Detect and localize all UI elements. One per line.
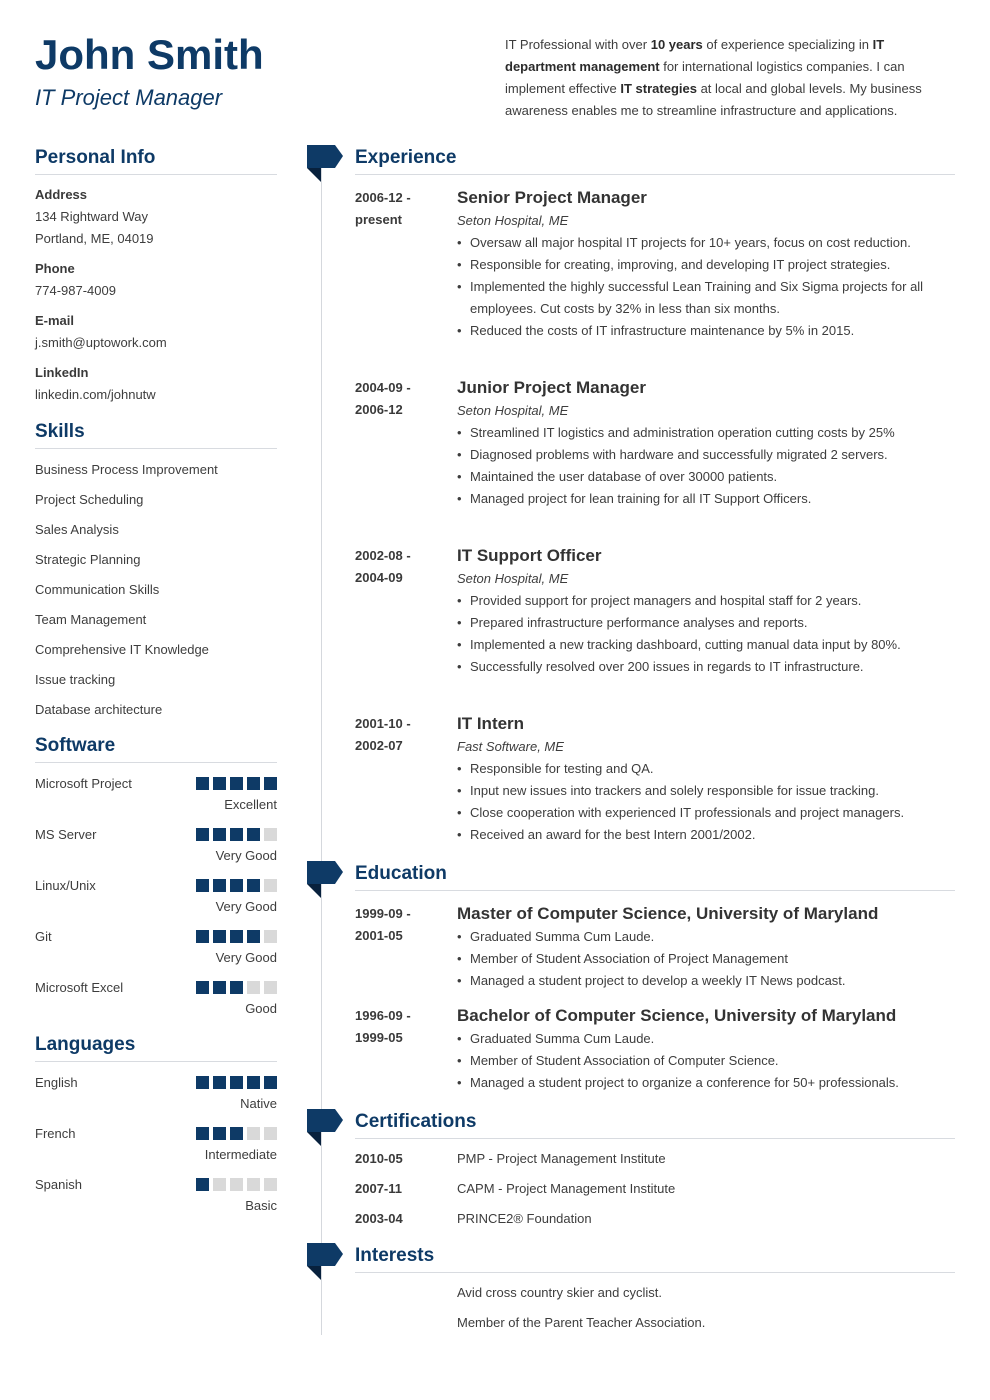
rating-square-filled [213, 777, 226, 790]
job-title: Senior Project Manager [457, 188, 647, 207]
section-flag-icon [307, 1243, 344, 1280]
section-flag-icon [307, 861, 344, 898]
rating-square-filled [213, 930, 226, 943]
rating-square-empty [230, 1178, 243, 1191]
rating-square-filled [196, 1076, 209, 1089]
skill-item: Issue tracking [35, 672, 116, 687]
language-rating-row [35, 1126, 277, 1170]
bullet-item: • Maintained the user database of over 30000 patients. [457, 466, 955, 488]
section-divider [355, 1138, 955, 1139]
linkedin-label: LinkedIn [35, 365, 89, 380]
skill-item: Communication Skills [35, 582, 160, 597]
software-name: MS Server [35, 827, 97, 842]
responsibilities-list [457, 590, 955, 678]
bullet-item: • Graduated Summa Cum Laude. [457, 926, 955, 948]
rating-square-empty [247, 1178, 260, 1191]
skill-item: Team Management [35, 612, 147, 627]
linkedin-value[interactable]: linkedin.com/johnutw [35, 387, 156, 402]
rating-square-filled [213, 1076, 226, 1089]
software-rating-row [35, 878, 277, 922]
profile-summary [505, 34, 945, 122]
experience-date [355, 545, 450, 589]
employer: Seton Hospital, ME [457, 571, 569, 586]
section-divider [35, 174, 277, 175]
bullet-item: • Member of Student Association of Project Management [457, 948, 955, 970]
rating-square-filled [264, 777, 277, 790]
date-start: 2006-12 - [355, 190, 411, 205]
rating-dots [196, 1178, 277, 1191]
rating-square-empty [264, 981, 277, 994]
bullet-item: • Managed a student project to organize a conference for 50+ professionals. [457, 1072, 955, 1094]
candidate-name: John Smith [35, 31, 264, 78]
email-value[interactable]: j.smith@uptowork.com [35, 335, 167, 350]
bullet-item: • Responsible for testing and QA. [457, 758, 955, 780]
rating-dots [196, 828, 277, 841]
job-title: IT Support Officer [457, 546, 602, 565]
bullet-item: • Responsible for creating, improving, and developing IT project strategies. [457, 254, 955, 276]
software-level: Very Good [215, 950, 277, 965]
employer: Seton Hospital, ME [457, 403, 569, 418]
date-start: 2001-10 - [355, 716, 411, 731]
summary-text: IT Professional with over [505, 37, 651, 52]
education-date [355, 1005, 450, 1049]
rating-square-filled [264, 1076, 277, 1089]
employer: Fast Software, ME [457, 739, 564, 754]
education-date [355, 903, 450, 947]
language-name: English [35, 1075, 78, 1090]
responsibilities-list [457, 422, 955, 510]
date-start: 1996-09 - [355, 1008, 411, 1023]
section-divider [35, 1061, 277, 1062]
phone-value: 774-987-4009 [35, 283, 116, 298]
language-level: Native [240, 1096, 277, 1111]
job-title: Junior Project Manager [457, 378, 646, 397]
software-rating-row [35, 929, 277, 973]
experience-entry [457, 545, 955, 678]
rating-square-filled [196, 930, 209, 943]
bullet-item: • Successfully resolved over 200 issues in regards to IT infrastructure. [457, 656, 955, 678]
rating-dots [196, 930, 277, 943]
date-end: 2001-05 [355, 928, 403, 943]
software-level: Very Good [215, 848, 277, 863]
software-level: Very Good [215, 899, 277, 914]
date-end: 2002-07 [355, 738, 403, 753]
language-rating-row [35, 1177, 277, 1221]
summary-highlight: 10 years [650, 37, 703, 52]
language-name: Spanish [35, 1177, 82, 1192]
rating-square-filled [196, 879, 209, 892]
section-divider [355, 174, 955, 175]
software-level: Excellent [224, 797, 277, 812]
summary-text: for international logistics companies. I can implement effective [505, 59, 905, 96]
certification-date: 2007-11 [355, 1181, 402, 1196]
rating-square-filled [230, 1127, 243, 1140]
software-rating-row [35, 827, 277, 871]
section-divider [355, 1272, 955, 1273]
section-divider [355, 890, 955, 891]
software-rating-row [35, 776, 277, 820]
rating-square-filled [230, 828, 243, 841]
section-heading-personal-info: Personal Info [35, 147, 156, 168]
phone-label: Phone [35, 261, 75, 276]
section-heading-interests: Interests [355, 1245, 435, 1266]
rating-square-filled [196, 981, 209, 994]
summary-highlight: IT department management [505, 37, 885, 74]
rating-square-empty [213, 1178, 226, 1191]
bullet-item: • Implemented a new tracking dashboard, cutting manual data input by 80%. [457, 634, 955, 656]
software-name: Microsoft Project [35, 776, 132, 791]
experience-date [355, 187, 450, 231]
interest-item: Avid cross country skier and cyclist. [457, 1285, 662, 1300]
education-details-list [457, 1028, 955, 1094]
rating-square-filled [230, 777, 243, 790]
bullet-item: • Reduced the costs of IT infrastructure maintenance by 5% in 2015. [457, 320, 955, 342]
email-label: E-mail [35, 313, 75, 328]
rating-square-filled [196, 1178, 209, 1191]
rating-square-filled [213, 828, 226, 841]
certification-date: 2003-04 [355, 1211, 403, 1226]
rating-square-filled [247, 828, 260, 841]
rating-square-filled [196, 828, 209, 841]
rating-square-filled [230, 879, 243, 892]
experience-entry [457, 377, 955, 510]
language-name: French [35, 1126, 76, 1141]
address-line-2: Portland, ME, 04019 [35, 231, 154, 246]
rating-square-filled [247, 879, 260, 892]
section-heading-languages: Languages [35, 1034, 136, 1055]
rating-dots [196, 1127, 277, 1140]
rating-square-empty [264, 1178, 277, 1191]
bullet-item: • Diagnosed problems with hardware and successfully migrated 2 servers. [457, 444, 955, 466]
experience-date [355, 377, 450, 421]
section-flag-icon [307, 1109, 344, 1146]
employer: Seton Hospital, ME [457, 213, 569, 228]
experience-entry [457, 187, 955, 342]
rating-square-filled [196, 777, 209, 790]
certification-name: CAPM - Project Management Institute [457, 1181, 676, 1196]
education-details-list [457, 926, 955, 992]
bullet-item: • Input new issues into trackers and solely responsible for issue tracking. [457, 780, 955, 802]
address-label: Address [35, 187, 88, 202]
skill-item: Sales Analysis [35, 522, 119, 537]
summary-text: of experience specializing in [702, 37, 873, 52]
skill-item: Database architecture [35, 702, 163, 717]
interest-item: Member of the Parent Teacher Association. [457, 1315, 706, 1330]
section-heading-experience: Experience [355, 147, 457, 168]
rating-square-filled [213, 981, 226, 994]
rating-square-empty [247, 1127, 260, 1140]
experience-entry [457, 713, 955, 846]
job-title: IT Intern [457, 714, 525, 733]
skill-item: Business Process Improvement [35, 462, 218, 477]
rating-dots [196, 777, 277, 790]
rating-square-filled [247, 1076, 260, 1089]
rating-square-filled [230, 930, 243, 943]
date-end: 2004-09 [355, 570, 403, 585]
date-end: 1999-05 [355, 1030, 403, 1045]
experience-date [355, 713, 450, 757]
responsibilities-list [457, 758, 955, 846]
degree-title: Bachelor of Computer Science, University of Maryland [457, 1006, 897, 1025]
language-level: Intermediate [204, 1147, 277, 1162]
education-entry [457, 1005, 955, 1094]
bullet-item: • Graduated Summa Cum Laude. [457, 1028, 955, 1050]
software-name: Git [35, 929, 52, 944]
rating-square-filled [230, 1076, 243, 1089]
certification-name: PRINCE2® Foundation [457, 1211, 592, 1226]
degree-title: Master of Computer Science, University of Maryland [457, 904, 879, 923]
bullet-item: • Member of Student Association of Computer Science. [457, 1050, 955, 1072]
skill-item: Comprehensive IT Knowledge [35, 642, 209, 657]
rating-square-empty [264, 828, 277, 841]
rating-dots [196, 879, 277, 892]
rating-square-filled [213, 1127, 226, 1140]
date-end: 2006-12 [355, 402, 403, 417]
certification-date: 2010-05 [355, 1151, 403, 1166]
bullet-item: • Received an award for the best Intern 2001/2002. [457, 824, 955, 846]
rating-square-filled [230, 981, 243, 994]
rating-square-filled [247, 777, 260, 790]
section-heading-skills: Skills [35, 421, 85, 442]
section-flag-icon [307, 145, 344, 182]
rating-dots [196, 1076, 277, 1089]
timeline-line [321, 168, 322, 1335]
bullet-item: • Prepared infrastructure performance analyses and reports. [457, 612, 955, 634]
section-divider [35, 448, 277, 449]
date-start: 1999-09 - [355, 906, 411, 921]
rating-square-empty [264, 879, 277, 892]
software-rating-row [35, 980, 277, 1024]
language-rating-row [35, 1075, 277, 1119]
bullet-item: • Streamlined IT logistics and administration operation cutting costs by 25% [457, 422, 955, 444]
bullet-item: • Managed project for lean training for all IT Support Officers. [457, 488, 955, 510]
responsibilities-list [457, 232, 955, 342]
bullet-item: • Close cooperation with experienced IT professionals and project managers. [457, 802, 955, 824]
date-start: 2004-09 - [355, 380, 411, 395]
section-heading-education: Education [355, 863, 447, 884]
date-start: 2002-08 - [355, 548, 411, 563]
summary-highlight: IT strategies [620, 81, 697, 96]
bullet-item: • Provided support for project managers and hospital staff for 2 years. [457, 590, 955, 612]
software-name: Microsoft Excel [35, 980, 124, 995]
rating-square-filled [213, 879, 226, 892]
section-heading-software: Software [35, 735, 116, 756]
section-divider [35, 762, 277, 763]
software-level: Good [245, 1001, 277, 1016]
rating-square-filled [247, 930, 260, 943]
skill-item: Project Scheduling [35, 492, 144, 507]
summary-text: at local and global levels. My business awareness enables me to streamline infrastructure and applications. [505, 81, 922, 118]
bullet-item: • Managed a student project to develop a weekly IT News podcast. [457, 970, 955, 992]
education-entry [457, 903, 955, 992]
section-heading-certifications: Certifications [355, 1111, 477, 1132]
rating-square-empty [264, 930, 277, 943]
rating-dots [196, 981, 277, 994]
address-line-1: 134 Rightward Way [35, 209, 148, 224]
bullet-item: • Oversaw all major hospital IT projects for 10+ years, focus on cost reduction. [457, 232, 955, 254]
skill-item: Strategic Planning [35, 552, 141, 567]
candidate-title: IT Project Manager [35, 85, 223, 110]
software-name: Linux/Unix [35, 878, 96, 893]
rating-square-empty [264, 1127, 277, 1140]
language-level: Basic [245, 1198, 277, 1213]
rating-square-filled [196, 1127, 209, 1140]
certification-name: PMP - Project Management Institute [457, 1151, 666, 1166]
date-end: present [355, 212, 402, 227]
rating-square-empty [247, 981, 260, 994]
bullet-item: • Implemented the highly successful Lean Training and Six Sigma projects for all employees. Cut costs by 32% in less than six months. [457, 276, 955, 320]
